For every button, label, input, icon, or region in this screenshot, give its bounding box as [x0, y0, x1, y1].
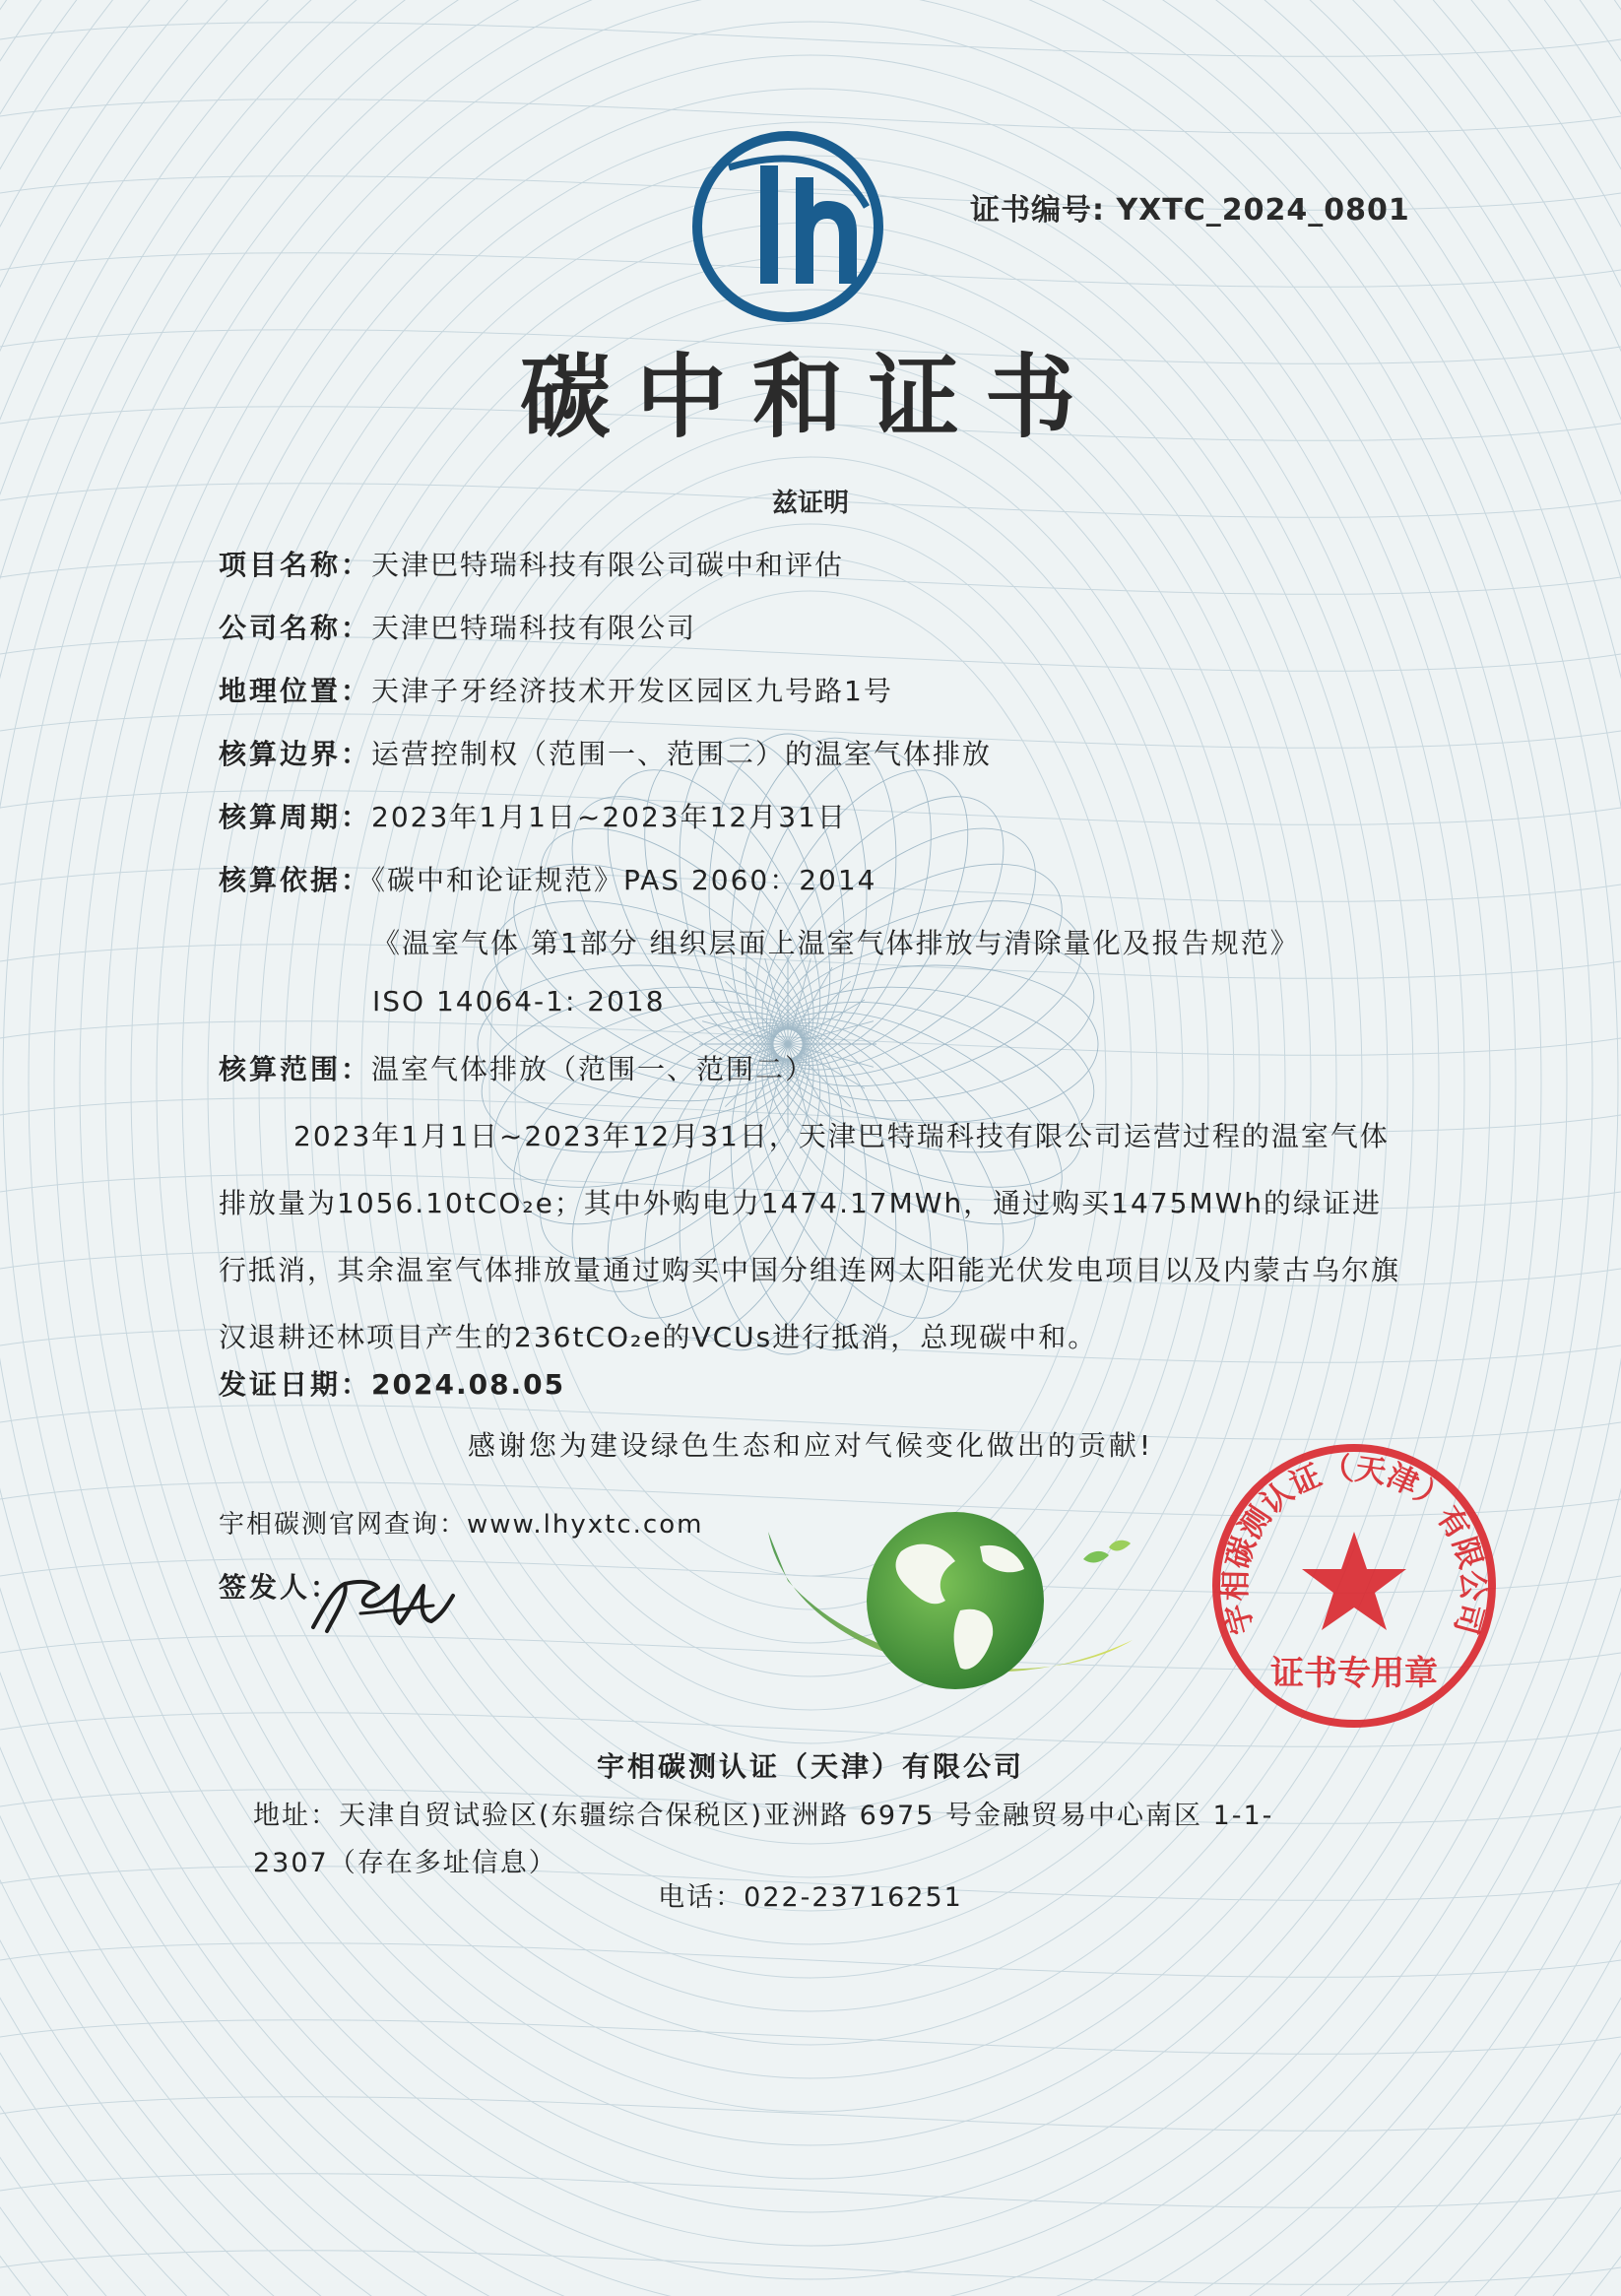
field-label: 核算周期：	[219, 801, 372, 833]
basis-standard-iso: ISO 14064-1: 2018	[372, 985, 666, 1017]
certificate-title: 碳中和证书	[519, 344, 1101, 450]
footer-company: 宇相碳测认证（天津）有限公司	[596, 1750, 1024, 1783]
field-label: 地理位置：	[219, 675, 372, 707]
field-value: 运营控制权（范围一、范围二）的温室气体排放	[371, 738, 993, 770]
field-value: 2023年1月1日~2023年12月31日	[371, 801, 847, 833]
field-label: 核算依据：	[219, 864, 372, 896]
field-company-name	[219, 607, 696, 646]
field-period	[219, 796, 847, 835]
footer-phone: 电话：022-23716251	[658, 1882, 963, 1913]
certificate-subtitle: 兹证明	[771, 489, 849, 518]
globe-emblem-icon	[758, 1492, 1152, 1719]
field-label: 项目名称：	[219, 549, 372, 581]
seal-bottom-text: 证书专用章	[1270, 1654, 1438, 1693]
field-boundary	[219, 733, 992, 772]
basis-standard-ghg: 《温室气体 第1部分 组织层面上温室气体排放与清除量化及报告规范》	[372, 927, 1300, 959]
field-issue-date	[219, 1363, 565, 1403]
signature-image	[305, 1566, 463, 1645]
certificate-number: 证书编号: YXTC_2024_0801	[970, 193, 1410, 228]
field-label: 公司名称：	[219, 612, 372, 644]
field-project-name	[219, 544, 844, 583]
field-location	[219, 670, 893, 709]
field-value: 2024.08.05	[371, 1368, 566, 1401]
field-scope	[219, 1048, 814, 1087]
statement-paragraph: 2023年1月1日~2023年12月31日，天津巴特瑞科技有限公司运营过程的温室气体排放量为1056.10tCO₂e；其中外购电力1474.17MWh，通过购买1475MWh的绿证进行抵消，其余温室气体排放量通过购买中国分组连网太阳能光伏发电项目以及内蒙古乌尔旗汉退耕还林项目产生的236tCO₂e的VCUs进行抵消，总现碳中和。	[219, 1120, 1401, 1353]
field-value: 天津巴特瑞科技有限公司	[371, 612, 697, 644]
field-basis	[219, 859, 876, 898]
field-label: 核算范围：	[219, 1053, 372, 1085]
field-label: 发证日期：	[219, 1368, 372, 1401]
footer-address: 地址：天津自贸试验区(东疆综合保税区)亚洲路 6975 号金融贸易中心南区 1-1-2307（存在多址信息）	[253, 1801, 1274, 1878]
signer-label: 签发人：	[219, 1571, 342, 1604]
field-value: 《碳中和论证规范》PAS 2060：2014	[371, 864, 877, 896]
company-logo	[689, 128, 886, 325]
field-value: 温室气体排放（范围一、范围二）	[371, 1053, 815, 1085]
thanks-message: 感谢您为建设绿色生态和应对气候变化做出的贡献!	[467, 1429, 1154, 1462]
website-query: 宇相碳测官网查询：www.lhyxtc.com	[219, 1510, 704, 1540]
seal-top-text: 宇相碳测认证（天津）有限公司	[1217, 1451, 1491, 1639]
field-value: 天津巴特瑞科技有限公司碳中和评估	[371, 549, 845, 581]
field-value: 天津子牙经济技术开发区园区九号路1号	[371, 675, 893, 707]
official-seal	[1206, 1438, 1502, 1734]
field-label: 核算边界：	[219, 738, 372, 770]
